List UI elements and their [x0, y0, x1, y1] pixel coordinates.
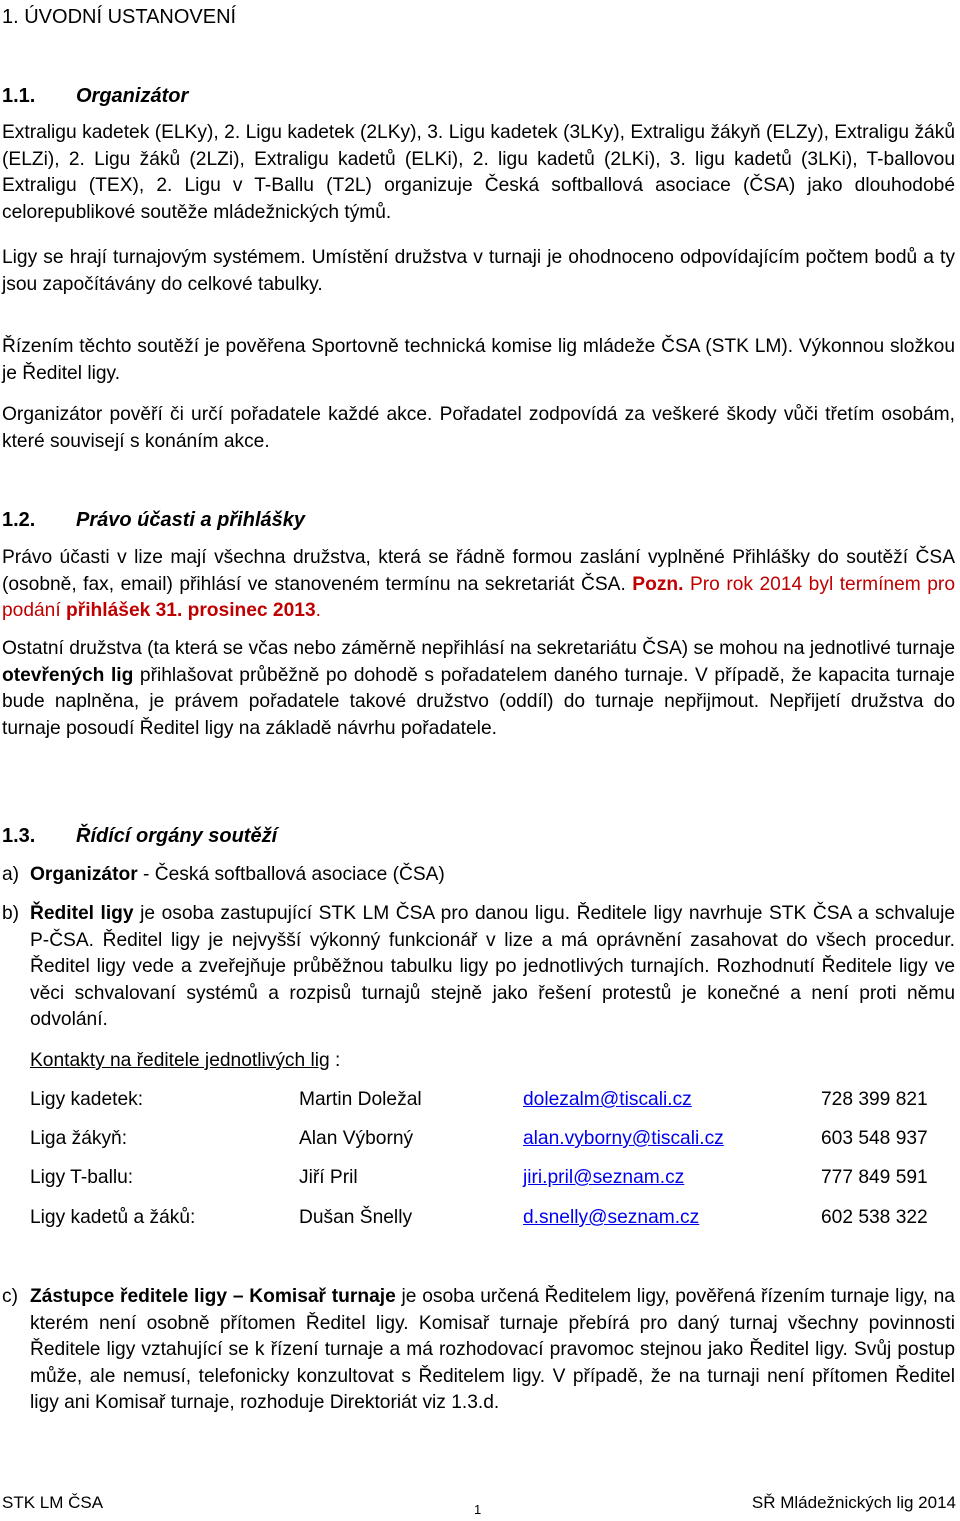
note-deadline: přihlášek 31. prosinec 2013 — [66, 600, 316, 621]
paragraph-stk: Řízením těchto soutěží je pověřena Sportovně technická komise lig mládeže ČSA (STK LM). Výkonnou složkou je Ředitel ligy. — [2, 336, 955, 384]
heading-title: Právo účasti a přihlášky — [76, 509, 306, 531]
paragraph-leagues: Extraligu kadetek (ELKy), 2. Ligu kadetek (2LKy), 3. Ligu kadetek (3LKy), Extraligu žákyň (ELZy), Extraligu žáků (ELZi), 2. Ligu žáků (2LZi), Extraligu kadetů (ELKi), 2. ligu kadetů (2LKi), 3. ligu kadetů (3LKi), T-ballovou Extraligu (TEX), 2. Ligu v T-Ballu (T2L) organizuje Česká softballová asociace (ČSA) jako dlouhodobé celorepublikové soutěže mládežnických týmů. — [2, 122, 955, 223]
contact-phone: 728 399 821 — [821, 1089, 928, 1110]
heading-number: 1.1. — [2, 85, 36, 107]
heading-number: 1.3. — [2, 825, 36, 847]
section-title: 1. ÚVODNÍ USTANOVENÍ — [2, 6, 237, 28]
item-body — [30, 1284, 955, 1417]
organizer-text: - Česká softballová asociace (ČSA) — [137, 864, 445, 885]
contact-name: Jiří Pril — [299, 1167, 358, 1188]
heading-1-1 — [0, 83, 960, 109]
heading-1-3 — [0, 823, 960, 849]
contacts-title: Kontakty na ředitele jednotlivých lig — [30, 1050, 330, 1071]
contact-email-link[interactable]: alan.vyborny@tiscali.cz — [523, 1128, 724, 1149]
other-teams-text-b: přihlašovat průběžně po dohodě s pořadatelem daného turnaje. V případě, že kapacita turnaje bude naplněna, je právem pořadatele takové družstvo (oddíl) do turnaje nepřijmout. Nepřijetí družstva do turnaje posoudí Ředitel ligy na základě návrhu pořadatele. — [2, 664, 955, 739]
commissioner-term: Komisař turnaje — [249, 1286, 396, 1307]
heading-title: Organizátor — [76, 85, 189, 107]
note-label: Pozn. — [632, 573, 684, 595]
deputy-term: Zástupce ředitele ligy — [30, 1286, 228, 1307]
paragraph-tournament-system: Ligy se hrají turnajovým systémem. Umístění družstva v turnaji je ohodnoceno odpovídajícím počtem bodů a ty jsou započítávány do celkové tabulky. — [2, 247, 955, 295]
item-label: a) — [2, 864, 20, 885]
other-teams-text-a: Ostatní družstva (ta která se včas nebo záměrně nepřihlásí na sekretariátu ČSA) se mohou na jednotlivé turnaje — [2, 638, 955, 659]
contact-row — [30, 1126, 955, 1152]
contacts-colon: : — [329, 1050, 341, 1071]
contact-league: Ligy kadetek: — [30, 1089, 144, 1110]
contact-email-link[interactable]: dolezalm@tiscali.cz — [523, 1089, 692, 1110]
note-text: Pro rok 2014 byl termínem pro podání — [2, 573, 955, 621]
item-label: b) — [2, 903, 20, 924]
contact-row — [30, 1205, 955, 1231]
item-b — [2, 901, 955, 1036]
paragraph-other-teams — [2, 636, 955, 742]
contacts-heading — [30, 1048, 340, 1074]
item-label: c) — [2, 1286, 18, 1307]
director-text: je osoba zastupující STK LM ČSA pro danou ligu. Ředitele ligy navrhuje STK ČSA a schvaluje P-ČSA. Ředitel ligy je nejvyšší výkonný funkcionář v lize a má oprávnění zasahovat do všech procedur. Ředitel ligy vede a zveřejňuje průběžnou tabulku ligy po jednotlivých turnajích. Rozhodnutí Ředitele ligy ve věci schvalovaní systémů a rozpisů turnajů stejně jako řešení protestů je konečné a není proti němu odvolání. — [30, 903, 956, 1030]
contact-phone: 777 849 591 — [821, 1167, 928, 1188]
director-term: Ředitel ligy — [30, 903, 134, 924]
entry-rights-text: Právo účasti v lize mají všechna družstva, která se řádně formou zaslání vyplněné Přihlášky do soutěží ČSA (osobně, fax, email) přihlásí ve stanoveném termínu na sekretariát ČSA. — [2, 547, 955, 595]
contact-league: Ligy kadetů a žáků: — [30, 1207, 196, 1228]
contact-phone: 603 548 937 — [821, 1128, 928, 1149]
page-footer — [0, 1492, 960, 1518]
heading-title: Řídící orgány soutěží — [76, 825, 278, 847]
contact-name: Martin Doležal — [299, 1089, 422, 1110]
footer-left: STK LM ČSA — [2, 1493, 104, 1512]
item-c — [2, 1284, 955, 1446]
term-separator: – — [227, 1286, 250, 1307]
commissioner-text: je osoba určená Ředitelem ligy, pověřená řízením turnaje ligy, na kterém není osobně přítomen Ředitel ligy. Komisař turnaje přebírá pro daný turnaj všechny povinnosti Ředitele ligy vztahující se k řízení turnaje a má rozhodovací pravomoc stejnou jako Ředitel ligy. Svůj postup může, ale nemusí, telefonicky konzultovat s Ředitelem ligy. V případě, že na turnaji není přítomen Ředitel ligy ani Komisař turnaje, rozhoduje Direktoriát viz 1.3.d. — [30, 1286, 955, 1413]
heading-number: 1.2. — [2, 509, 36, 531]
paragraph-entry-rights — [2, 545, 955, 625]
footer-right: SŘ Mládežnických lig 2014 — [751, 1493, 956, 1512]
paragraph-organizer: Organizátor pověří či určí pořadatele každé akce. Pořadatel zodpovídá za veškeré škody vůči třetím osobám, které souvisejí s konáním akce. — [2, 404, 955, 452]
note-end: . — [315, 600, 321, 621]
contact-name: Alan Výborný — [299, 1128, 414, 1149]
contact-row — [30, 1165, 955, 1191]
contact-phone: 602 538 322 — [821, 1207, 928, 1228]
item-body — [30, 862, 955, 889]
contact-row — [30, 1087, 955, 1113]
heading-1-2 — [0, 507, 960, 533]
contact-email-link[interactable]: d.snelly@seznam.cz — [523, 1207, 700, 1228]
page-number: 1 — [474, 1502, 482, 1517]
organizer-term: Organizátor — [30, 864, 138, 885]
open-leagues: otevřených lig — [2, 664, 134, 686]
contact-email-link[interactable]: jiri.pril@seznam.cz — [523, 1167, 685, 1188]
contact-league: Liga žákyň: — [30, 1128, 128, 1149]
item-a — [2, 862, 955, 889]
contact-league: Ligy T-ballu: — [30, 1167, 134, 1188]
contact-name: Dušan Šnelly — [299, 1207, 413, 1228]
item-body — [30, 901, 955, 1034]
